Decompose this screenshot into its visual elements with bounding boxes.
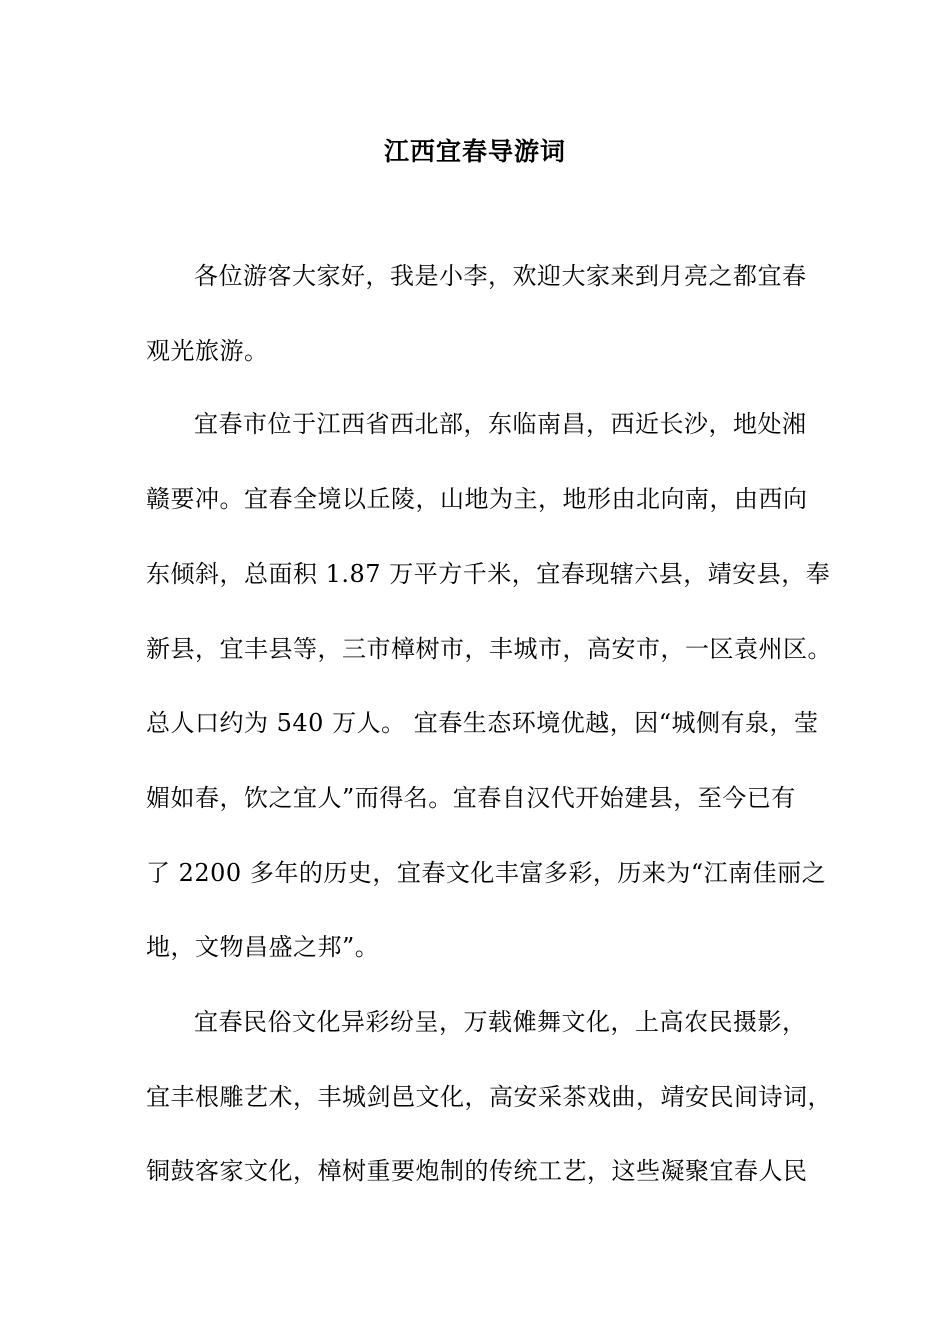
paragraph-2-line-4: 新县，宜丰县等，三市樟树市，丰城市，高安市，一区袁州区。 [146,635,832,663]
document-title: 江西宜春导游词 [383,137,566,166]
paragraph-2-line-1: 宜春市位于江西省西北部，东临南昌，西近长沙，地处湘 [194,410,807,438]
paragraph-2-line-7: 了 2200 多年的历史，宜春文化丰富多彩，历来为“江南佳丽之 [146,859,827,887]
paragraph-3-line-1: 宜春民俗文化异彩纷呈，万载傩舞文化，上高农民摄影， [194,1008,807,1036]
paragraph-3-line-3: 铜鼓客家文化，樟树重要炮制的传统工艺，这些凝聚宜春人民 [146,1157,808,1185]
paragraph-2-line-8: 地，文物昌盛之邦”。 [146,933,380,961]
paragraph-1-line-1: 各位游客大家好，我是小李，欢迎大家来到月亮之都宜春 [194,262,807,290]
paragraph-2-line-6: 媚如春，饮之宜人”而得名。宜春自汉代开始建县，至今已有 [146,784,796,812]
paragraph-2-line-5: 总人口约为 540 万人。 宜春生态环境优越，因“城侧有泉，莹 [146,709,819,737]
paragraph-2-line-3: 东倾斜，总面积 1.87 万平方千米，宜春现辖六县，靖安县，奉 [146,560,831,588]
paragraph-2-line-2: 赣要冲。宜春全境以丘陵，山地为主，地形由北向南，由西向 [146,485,808,513]
paragraph-3-line-2: 宜丰根雕艺术，丰城剑邑文化，高安采茶戏曲，靖安民间诗词， [146,1083,832,1111]
paragraph-1-line-2: 观光旅游。 [146,337,269,365]
